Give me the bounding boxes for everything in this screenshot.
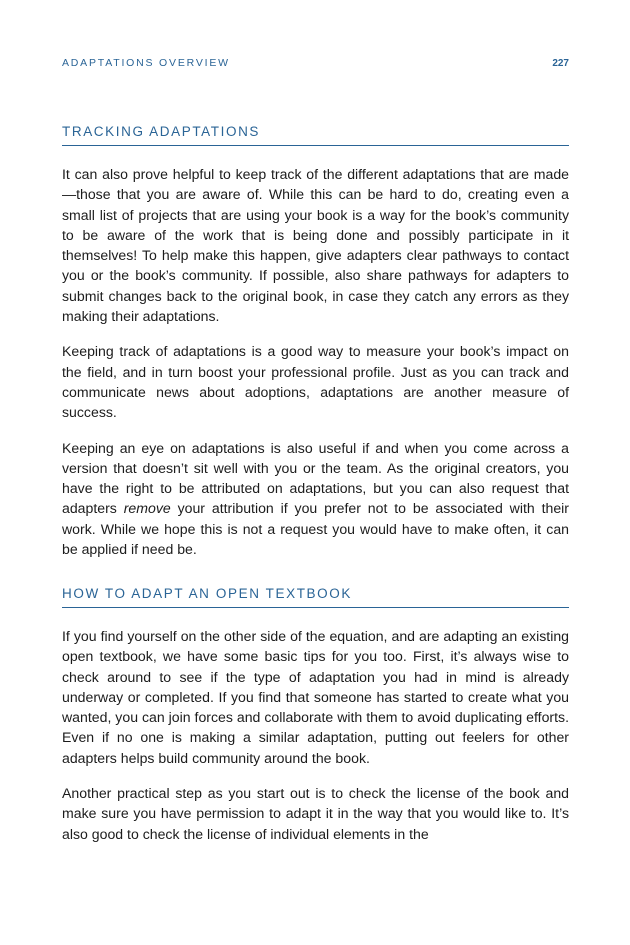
section-heading: TRACKING ADAPTATIONS <box>62 124 569 146</box>
running-title: ADAPTATIONS OVERVIEW <box>62 57 230 69</box>
page-number: 227 <box>552 57 569 69</box>
paragraph <box>62 438 569 560</box>
emphasis-text: remove <box>123 500 171 517</box>
paragraph: Keeping track of adaptations is a good way to measure your book’s impact on the field, and in turn boost your professional profile. Just as you can track and communicate news about adoptions, adaptations are another measure of success. <box>62 343 569 421</box>
paragraph-text: your attribution if you prefer not to be associated with their work. While we hope this is not a request you would have to make often, it can be applied if need be. <box>62 500 569 558</box>
section-how-to-adapt <box>62 586 569 844</box>
paragraph-text: Keeping an eye on adaptations is also useful if and when you come across a version that doesn’t sit well with you or the team. As the original creators, you have the right to be attributed on adaptations, but you can also request that adapters <box>62 439 569 517</box>
section-body <box>62 626 569 844</box>
running-header <box>62 55 569 71</box>
paragraph: It can also prove helpful to keep track of the different adaptations that are made—those that you are aware of. While this can be hard to do, creating even a small list of projects that are using your book is a way for the book’s community to be aware of the work that is being done and possibly participate in it themselves! To help make this happen, give adapters clear pathways to contact you or the book’s community. If possible, also share pathways for adapters to submit changes back to the original book, in case they catch any errors as they making their adaptations. <box>62 166 569 325</box>
paragraph: Another practical step as you start out is to check the license of the book and make sure you have permission to adapt it in the way that you would like to. It’s also good to check the license of individual elements in the <box>62 785 569 842</box>
section-tracking-adaptations <box>62 124 569 559</box>
section-heading: HOW TO ADAPT AN OPEN TEXTBOOK <box>62 586 569 608</box>
paragraph: If you find yourself on the other side of the equation, and are adapting an existing open textbook, we have some basic tips for you too. First, it’s always wise to check around to see if the type of adaptation you had in mind is already underway or completed. If you find that someone has started to create what you wanted, you can join forces and collaborate with them to avoid duplicating efforts. Even if no one is making a similar adaptation, putting out feelers for other adapters helps build community around the book. <box>62 628 569 766</box>
section-body <box>62 164 569 559</box>
